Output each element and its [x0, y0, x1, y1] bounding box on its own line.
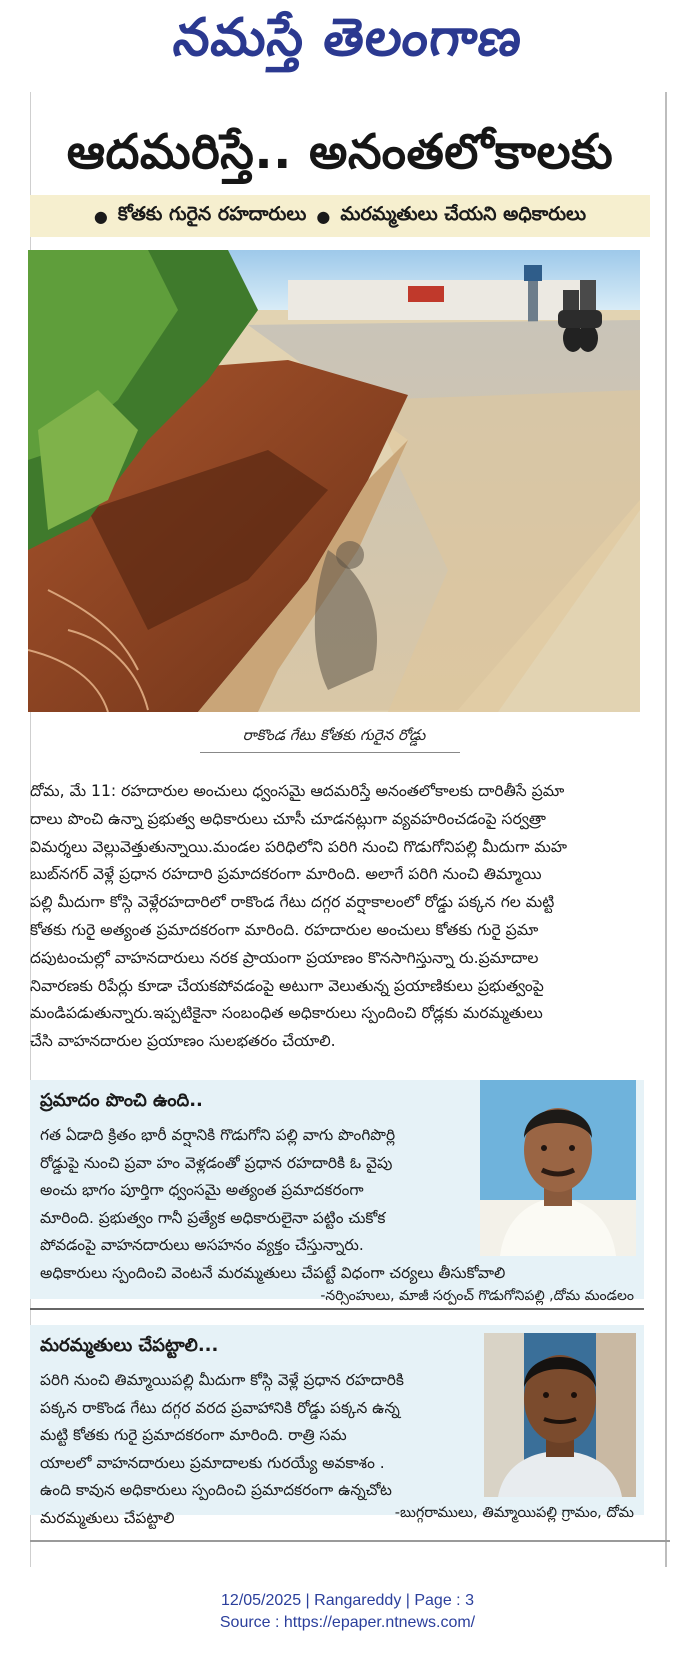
quote1-line: అంచు భాగం పూర్తిగా ధ్వంసమై అత్యంత ప్రమాదకరంగా: [40, 1181, 364, 1200]
footer-source-link[interactable]: Source : https://epaper.ntnews.com/: [219, 1614, 476, 1631]
quote1-text: [40, 1122, 470, 1260]
body-line: దపుటంచుల్లో వాహనదారులు నరక ప్రాయంగా ప్రయాణం కొనసాగిస్తున్నా రు.ప్రమాదాల: [30, 948, 539, 967]
quote2-line: ఉంది కావున అధికారులు స్పందించి ప్రమాదకరంగా ఉన్నచోట: [40, 1481, 392, 1500]
article-body: [30, 778, 642, 1056]
body-line: మండిపడుతున్నారు.ఇప్పటికైనా సంబంధిత అధికారులు స్పందించి రోడ్లకు మరమ్మతులు: [30, 1004, 543, 1023]
subhead-bar: [30, 195, 650, 237]
portrait-illustration: [480, 1080, 636, 1256]
quote2-title: మరమ్మతులు చేపట్టాలి...: [40, 1335, 219, 1356]
quote2-line: యాలలో వాహనదారులు ప్రమాదాలకు గురయ్యే అవకాశం .: [40, 1453, 385, 1472]
quote2-text: [40, 1367, 470, 1505]
road-erosion-photo: [28, 250, 640, 712]
quote1-title: ప్రమాదం పొంచి ఉంది..: [40, 1090, 203, 1111]
portrait-buggaramulu: [484, 1333, 636, 1497]
portrait-illustration: [484, 1333, 636, 1497]
headline: ఆదమరిస్తే.. అనంతలోకాలకు: [66, 124, 614, 180]
quote2-last-line: మరమ్మతులు చేపట్టాలి: [40, 1509, 175, 1527]
subhead-1: కోతకు గురైన రహదారులు: [117, 202, 307, 225]
caption-divider: [200, 752, 460, 753]
footer-edition-info: 12/05/2025 | Rangareddy | Page : 3: [221, 1592, 474, 1609]
quote1-line: పోవడంపై వాహనదారులు అసహనం వ్యక్తం చేస్తున్నారు.: [40, 1236, 364, 1255]
quote2-line: పక్కన రాకొండ గేటు దగ్గర వరద ప్రవాహానికి రోడ్డు పక్కన ఉన్న: [40, 1398, 400, 1417]
quote1-full-line: అధికారులు స్పందించి వెంటనే మరమ్మతులు చేపట్టే విధంగా చర్యలు తీసుకోవాలి: [40, 1264, 506, 1282]
body-line: చేసి వాహనదారుల ప్రయాణం సులభతరం చేయాలి.: [30, 1032, 336, 1051]
quote1-line: గత ఏడాది క్రితం భారీ వర్షానికి గొడుగోని పల్లి వాగు పొంగిపొర్లి: [40, 1126, 396, 1144]
quote-box-1: [30, 1080, 644, 1304]
quote-box-2: [30, 1325, 644, 1527]
road-erosion-illustration: [28, 250, 640, 712]
page-bottom-rule: [30, 1540, 670, 1542]
body-line: దోమ, మే 11: రహదారుల అంచులు ధ్వంసమై ఆదమరిస్తే అనంతలోకాలకు దారితీసే ప్రమా: [30, 782, 565, 800]
body-line: పల్లి మీదుగా కోస్గి వెళ్లేరహదారిలో రాకొండ గేటు దగ్గర వర్షాకాలంలో రోడ్డు పక్కన గల మట్టి: [30, 893, 555, 912]
bullet-icon: ●: [93, 206, 108, 226]
quote1-signature: -నర్సింహులు, మాజీ సర్పంచ్ గొడుగోనిపల్లి ,దోమ మండలం: [320, 1288, 634, 1304]
body-line: విమర్శలు వెల్లువెత్తుతున్నాయి.మండల పరిధిలోని పరిగి నుంచి గొడుగోనిపల్లి మీదుగా మహ: [30, 837, 568, 856]
column-rule-right: [665, 92, 667, 1567]
quote-divider: [30, 1308, 644, 1310]
quote1-line: రోడ్డుపై నుంచి ప్రవా హం వెళ్లడంతో ప్రధాన రహదారికి ఓ వైపు: [40, 1153, 393, 1172]
photo-caption: రాకొండ గేటు కోతకు గురైన రోడ్డు: [242, 726, 426, 744]
quote2-signature: -బుగ్గరాములు, తిమ్మాయిపల్లి గ్రామం, దోమ: [394, 1505, 634, 1521]
body-line: దాలు పొంచి ఉన్నా ప్రభుత్వ అధికారులు చూసీ చూడనట్లుగా వ్యవహరించడంపై సర్వత్రా: [30, 809, 546, 828]
quote2-line: పరిగి నుంచి తిమ్మాయిపల్లి మీదుగా కోస్గి వెళ్లే ప్రధాన రహదారికి: [40, 1371, 404, 1389]
body-line: నివారణకు రిపేర్లు కూడా చేయకపోవడంపై అటుగా వెలుతున్న ప్రయాణికులు ప్రభుత్వంపై: [30, 976, 544, 995]
portrait-narsimhulu: [480, 1080, 636, 1256]
body-line: కోతకు గురై అత్యంత ప్రమాదకరంగా మారింది. రహదారుల అంచులు కోతకు గురై ప్రమా: [30, 920, 539, 939]
subhead-2: మరమ్మతులు చేయని అధికారులు: [340, 202, 587, 225]
quote1-line: మారింది. ప్రభుత్వం గానీ ప్రత్యేక అధికారులైనా పట్టిం చుకోక: [40, 1208, 386, 1227]
quote2-line: మట్టి కోతకు గురై ప్రమాదకరంగా మారింది. రాత్రి సమ: [40, 1426, 347, 1445]
footer: [0, 1590, 695, 1634]
bullet-icon: ●: [316, 206, 331, 226]
body-line: బుబ్‌నగర్ వెళ్లే ప్రధాన రహదారి ప్రమాదకరంగా మారింది. అలాగే పరిగి నుంచి తిమ్మాయి: [30, 865, 542, 884]
masthead: [0, 0, 695, 88]
masthead-title: నమస్తే తెలంగాణ: [170, 7, 526, 68]
